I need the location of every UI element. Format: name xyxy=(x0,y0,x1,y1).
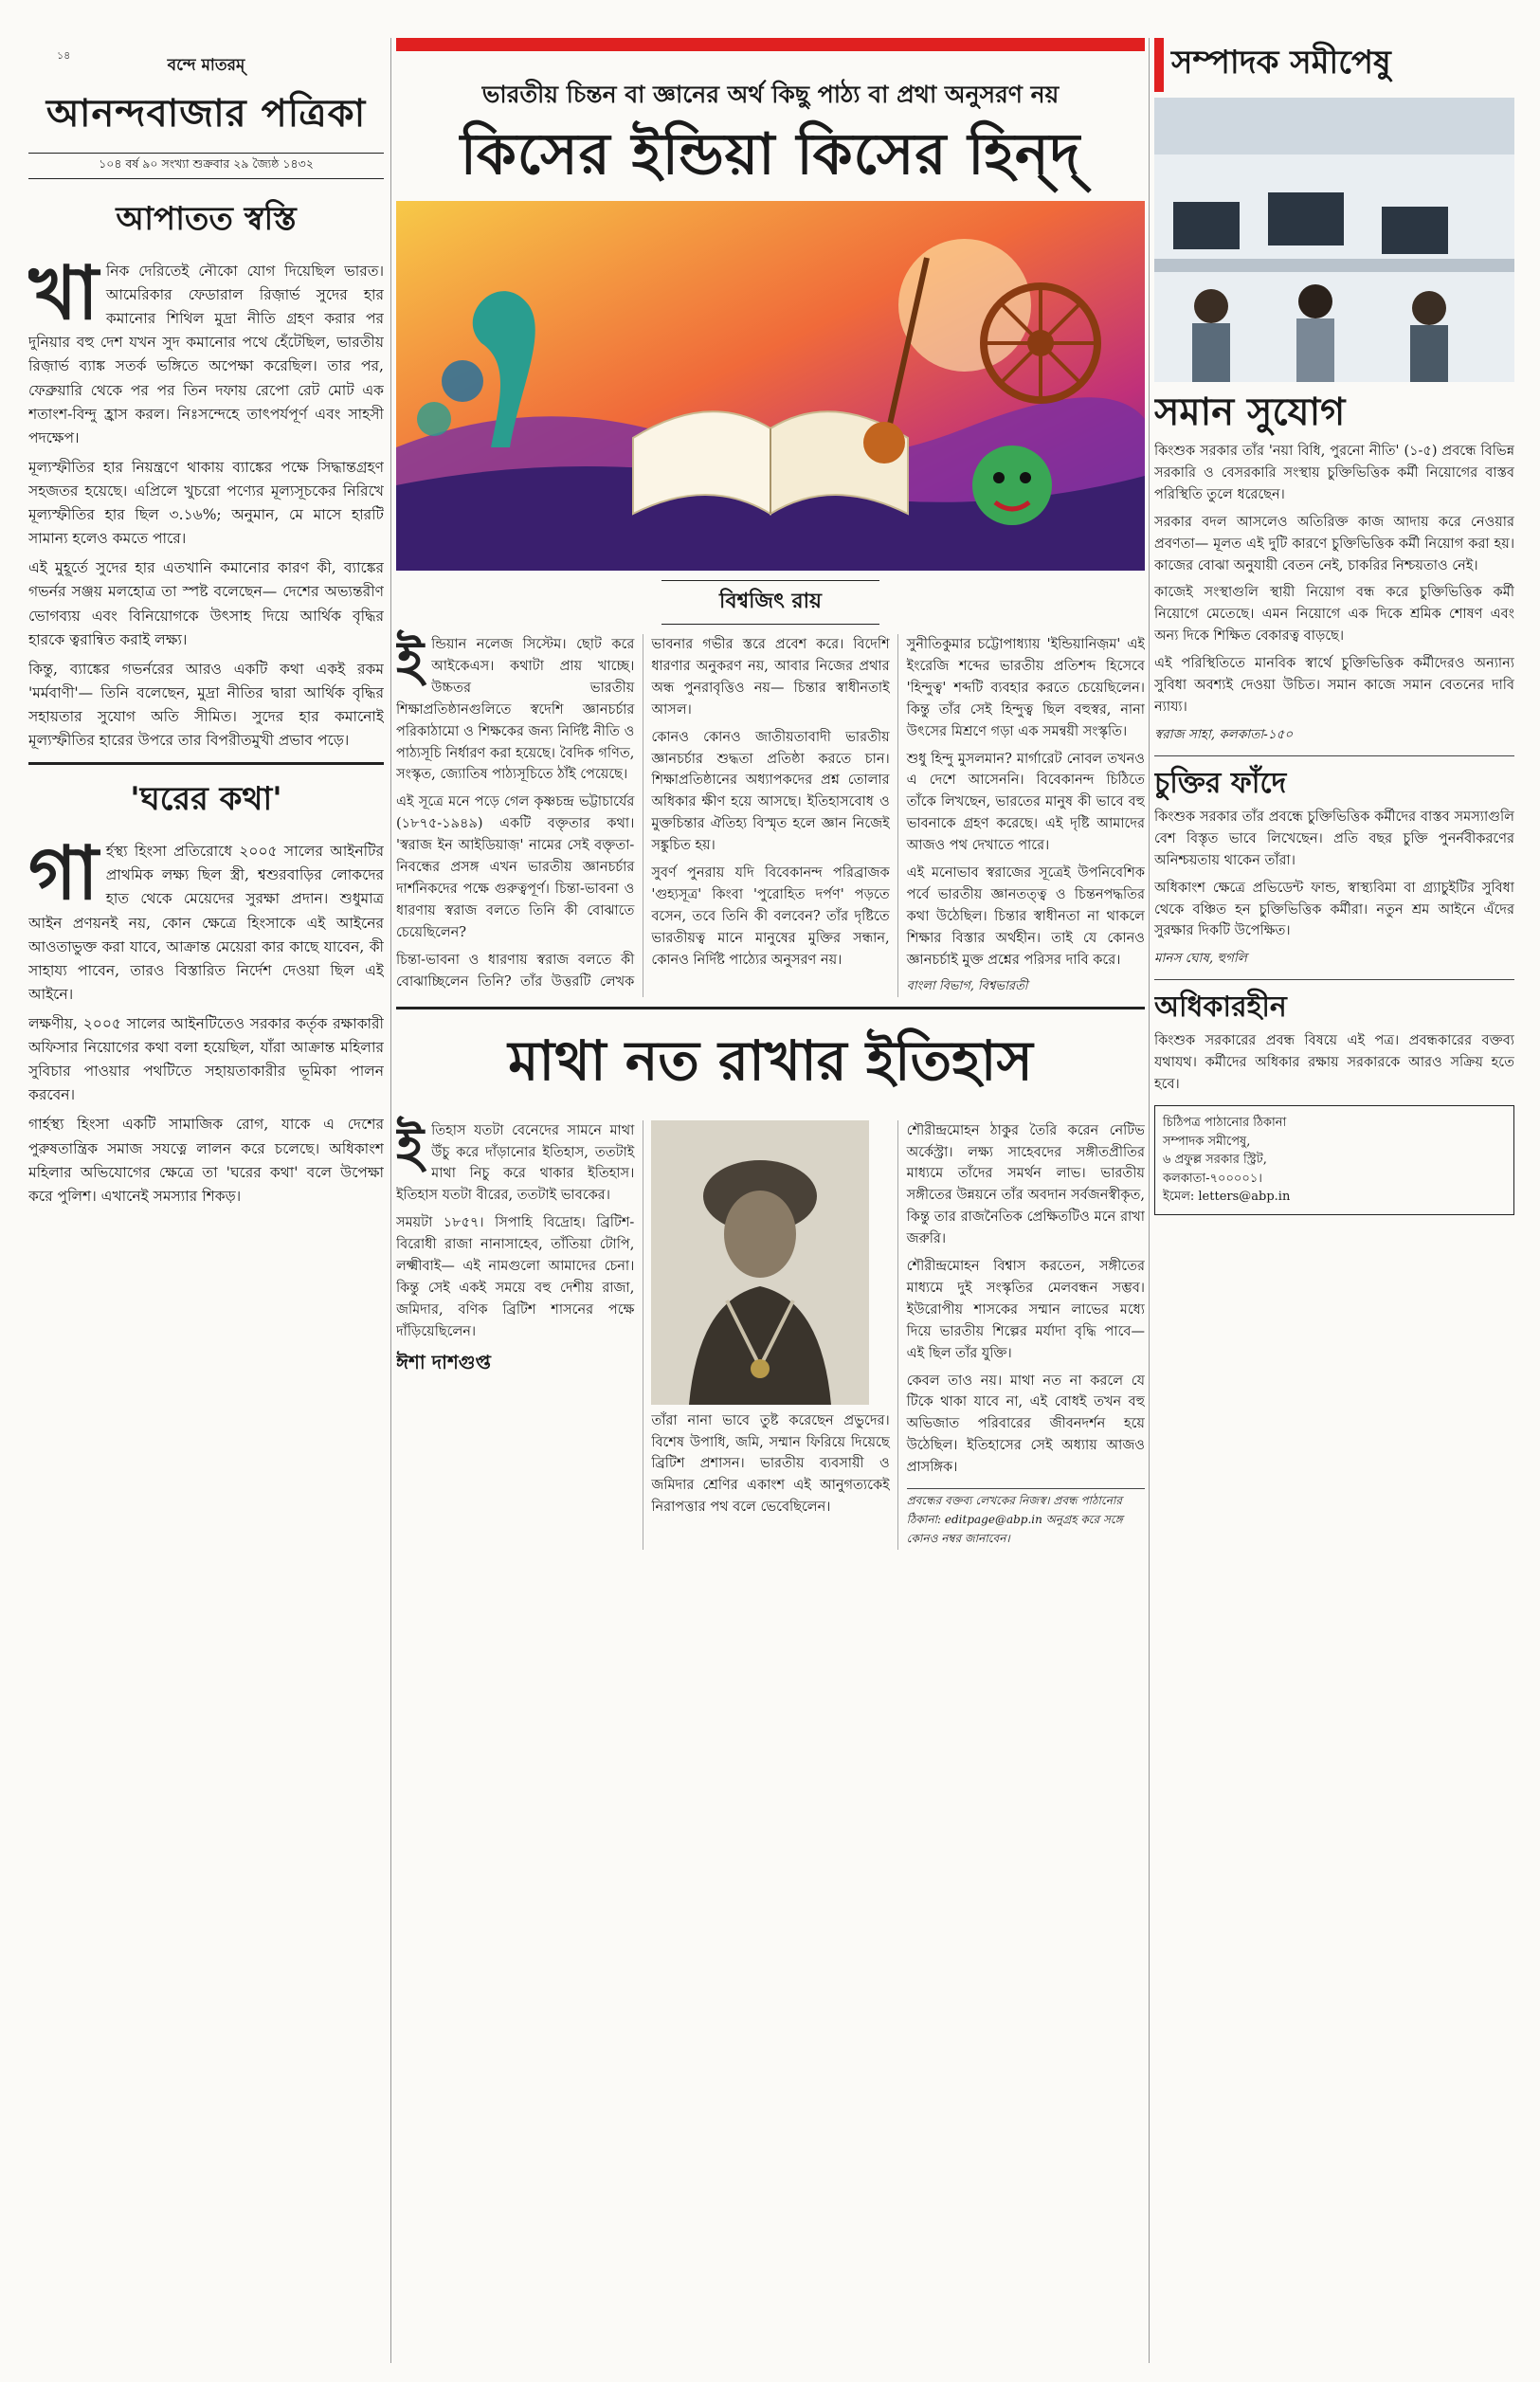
article-paragraph: এই মনোভাব স্বরাজের সূত্রেই উপনিবেশিক পর্বে ভারতীয় জ্ঞানতত্ত্ব ও চিন্তনপদ্ধতির কথা উঠেছিল। চিন্তার স্বাধীনতা না থাকলে শিক্ষার বিস্তার অর্থহীন। তাই যে কোনও জ্ঞানচর্চাই মুক্ত প্রশ্নের পরিসর দাবি করে। xyxy=(906,865,1145,968)
contact-line: কলকাতা-৭০০০০১। xyxy=(1163,1171,1262,1186)
historical-portrait xyxy=(651,1120,869,1405)
editorial-2-paragraph: গার্হস্থ্য হিংসা প্রতিরোধে ২০০৫ সালের আইনটির প্রাথমিক লক্ষ্য ছিল স্ত্রী, শ্বশুরবাড়ির লোকদের হাত থেকে মেয়েদের সুরক্ষা প্রদান। শুধুমাত্র আইন প্রণয়নই নয়, কোন ক্ষেত্রে হিংসাকে এই আইনের আওতাভুক্ত করা যাবে, আক্রান্ত মেয়েরা কার কাছে যাবেন, কী সাহায্য পাবেন, তারও বিস্তারিত নির্দেশ দেওয়া ছিল এই আইনে। xyxy=(28,830,384,1003)
letter-1-paragraph: কিংশুক সরকার তাঁর 'নয়া বিধি, পুরনো নীতি' (১-৫) প্রবন্ধে বিভিন্ন সরকারি ও বেসরকারি সংস্থায় চুক্তিভিত্তিক কর্মী নিয়োগের বাস্তব পরিস্থিতি তুলে ধরেছেন। xyxy=(1154,444,1514,502)
letter-1-title: সমান সুযোগ xyxy=(1154,390,1346,434)
letter-1-paragraph: কাজেই সংস্থাগুলি স্থায়ী নিয়োগ বন্ধ করে চুক্তিভিত্তিক কর্মী নিয়োগে মেতেছে। এমন নিয়োগে এক দিকে শ্রমিক শোষণ এবং অন্য দিকে শিক্ষিত বেকারত্ব বাড়ছে। xyxy=(1154,585,1514,645)
article-paragraph: সুবর্ণ পুনরায় যদি বিবেকানন্দ পরিব্রাজক 'গুহ্যসূত্র' কিংবা 'পুরোহিত দর্পণ' পড়তে বসেন, তবে তিনি কী বলবেন? তাঁর দৃষ্টিতে ভারতীয়ত্ব মানে মানুষের মুক্তির সন্ধান, কোনও নির্দিষ্ট পাঠ্যের অনুসরণ নয়। xyxy=(651,865,890,968)
divider xyxy=(1154,755,1514,756)
masthead-motto: বন্দে মাতরম্ xyxy=(167,56,245,75)
editorial-1-paragraph: মূল্যস্ফীতির হার নিয়ন্ত্রণে থাকায় ব্যাঙ্কের পক্ষে সিদ্ধান্তগ্রহণ সহজতর হয়েছে। এপ্রিলে খুচরো পণ্যের মূল্যসূচকের নিরিখে মূল্যস্ফীতির হার ছিল ৩.১৬%; অনুমান, মে মাসে হারটি সামান্য হলেও কমতে পারে। xyxy=(28,458,384,548)
editorial-1-title: আপাতত স্বস্তি xyxy=(116,200,297,238)
kathakali-face-icon xyxy=(972,445,1052,525)
article-headline: কিসের ইন্ডিয়া কিসের হিন্দ্ xyxy=(460,121,1081,188)
letter-3-paragraph: কিংশুক সরকারের প্রবন্ধ বিষয়ে এই পত্র। প্রবন্ধকারের বক্তব্য যথাযথ। কর্মীদের অধিকার রক্ষায় সরকারকে আরও সক্রিয় হতে হবে। xyxy=(1154,1033,1514,1093)
center-column xyxy=(396,38,1145,2363)
left-column xyxy=(28,38,384,2363)
letter-2 xyxy=(1154,768,1514,970)
editorial-2-title: 'ঘরের কথা' xyxy=(130,780,282,819)
letters-contact-box xyxy=(1154,1105,1514,1215)
dropcap: ই xyxy=(396,1115,425,1178)
article-2-paragraph: শৌরীন্দ্রমোহন ঠাকুর তৈরি করেন নেটিভ অর্কেস্ট্রা। লক্ষ্য সাহেবদের সঙ্গীতপ্রীতির মাধ্যমে তাঁদের সমর্থন লাভ। ভারতীয় সঙ্গীতের উন্নয়নে তাঁর অবদান সর্বজনস্বীকৃত, কিন্তু তার রাজনৈতিক প্রেক্ষিতটিও মনে রাখা জরুরি। xyxy=(906,1122,1145,1247)
editorial-1-paragraph: এই মুহূর্তে সুদের হার এতখানি কমানোর কারণ কী, ব্যাঙ্কের গভর্নর সঞ্জয় মলহোত্র তা স্পষ্ট বলেছেন— দেশের অভ্যন্তরীণ ভোগব্যয় এবং বিনিয়োগকে উৎসাহ দিয়ে আর্থিক বৃদ্ধির হারকে ত্বরান্বিত করাই লক্ষ্য। xyxy=(28,559,384,648)
letter-1-paragraph: সরকার বদল আসলেও অতিরিক্ত কাজ আদায় করে নেওয়ার প্রবণতা— মূলত এই দুটি কারণে চুক্তিভিত্তিক কর্মী নিয়োগ করা হয়। কাজের বোঝা অনুযায়ী বেতন নেই, চাকরির নিশ্চয়তাও নেই। xyxy=(1154,514,1514,573)
article-2-headline: মাথা নত রাখার ইতিহাস xyxy=(508,1027,1033,1093)
red-bar xyxy=(396,38,1145,51)
contact-line: ৬ প্রফুল্ল সরকার স্ট্রিট, xyxy=(1163,1153,1267,1168)
column-rule xyxy=(390,38,391,2363)
divider xyxy=(396,1007,1145,1009)
letter-1-paragraph: এই পরিস্থিতিতে মানবিক স্বার্থে চুক্তিভিত্তিক কর্মীদেরও অন্যান্য সুবিধা অবশ্যই দেওয়া উচিত। সমান কাজে সমান বেতনের দাবি ন্যায্য। xyxy=(1154,656,1514,715)
article-paragraph: চিন্তা-ভাবনা ও ধারণায় স্বরাজ বলতে কী বোঝাচ্ছিলেন তিনি? তাঁর উত্তরটি লেখক ভাবনার গভীর স্তরে প্রবেশ করে। বিদেশি ধারণার অনুকরণ নয়, আবার নিজের প্রথার অন্ধ পুনরাবৃত্তিও নয়— চিন্তার স্বাধীনতাই আসল। xyxy=(396,637,890,990)
letters-section-title: সম্পাদক সমীপেষু xyxy=(1154,38,1514,92)
author-affiliation: বাংলা বিভাগ, বিশ্বভারতী xyxy=(906,978,1028,993)
article-paragraph: ইন্ডিয়ান নলেজ সিস্টেম। ছোট করে আইকেএস। কথাটা প্রায় খাচ্ছে। উচ্চতর ভারতীয় শিক্ষাপ্রতিষ্ঠানগুলিতে স্বদেশি জ্ঞানচর্চার পরিকাঠামো ও শিক্ষকের জন্য নির্দিষ্ট নীতি ও পাঠ্যসূচি নির্ধারণ করা হয়েছে। বৈদিক গণিত, সংস্কৃত, জ্যোতিষ পাঠ্যসূচিতে ঠাঁই পেয়েছে। xyxy=(396,629,635,783)
letter-2-title: চুক্তির ফাঁদে xyxy=(1154,766,1287,800)
article-body xyxy=(396,629,1145,997)
column-rule xyxy=(1149,38,1150,2363)
letter-3-title: অধিকারহীন xyxy=(1154,991,1287,1025)
page-number: ১৪ xyxy=(57,49,71,62)
contact-line: চিঠিপত্র পাঠানোর ঠিকানা xyxy=(1163,1116,1287,1131)
office-workers-photo xyxy=(1154,98,1514,382)
article-2-paragraph: শৌরীন্দ্রমোহন বিশ্বাস করতেন, সঙ্গীতের মাধ্যমে দুই সংস্কৃতির মেলবন্ধন সম্ভব। ইউরোপীয় শাসকের সম্মান লাভের মধ্যে দিয়ে ভারতীয় শিল্পের মর্যাদা বৃদ্ধি পাবে— এই ছিল তাঁর যুক্তি। xyxy=(906,1259,1145,1361)
divider xyxy=(28,762,384,765)
editorial-2-paragraph: লক্ষণীয়, ২০০৫ সালের আইনটিতেও সরকার কর্তৃক রক্ষাকারী অফিসার নিয়োগের কথা বলা হয়েছিল, যাঁরা আক্রান্ত মহিলার সুবিচার পাওয়ার পথটিতে সহায়তাকারীর ভূমিকা পালন করবেন। xyxy=(28,1014,384,1104)
article-paragraph: সুনীতিকুমার চট্টোপাধ্যায় 'ইন্ডিয়ানিজ়ম' এই ইংরেজি শব্দের ভারতীয় প্রতিশব্দ হিসেবে 'হিন্দুত্ব' শব্দটি ব্যবহার করতে চেয়েছিলেন। কিন্তু তাঁর সেই হিন্দুত্ব ছিল বহুস্বর, নানা উৎসের মিশ্রণে গড়া এক সমন্বয়ী সংস্কৃতি। xyxy=(906,637,1145,739)
chariot-wheel-icon xyxy=(984,286,1097,400)
letter-2-signature: মানস ঘোষ, হুগলি xyxy=(1154,951,1247,967)
contact-email[interactable]: ইমেল: letters@abp.in xyxy=(1163,1190,1291,1205)
issue-line: ১০৪ বর্ষ ৯০ সংখ্যা শুক্রবার ২৯ জ্যৈষ্ঠ ১৪৩২ xyxy=(28,153,384,179)
dropcap: খা xyxy=(28,250,99,336)
article-paragraph: কোনও কোনও জাতীয়তাবাদী ভারতীয় জ্ঞানচর্চার শুদ্ধতা প্রতিষ্ঠা করতে চান। শিক্ষাপ্রতিষ্ঠানের অধ্যাপকদের প্রশ্ন তোলার অধিকার ক্ষীণ হয়ে আসছে। ইতিহাসবোধ ও মুক্তচিন্তার ঐতিহ্য বিস্মৃত হলে জ্ঞান নিজেই সঙ্কুচিত হয়। xyxy=(651,729,890,854)
masthead-title: আনন্দবাজার পত্রিকা xyxy=(45,91,367,136)
article-2-paragraph: ইতিহাস যতটা বেনেদের সামনে মাথা উঁচু করে দাঁড়ানোর ইতিহাস, ততটাই মাথা নিচু করে থাকার ইতিহাস। ইতিহাস যতটা বীরের, ততটাই ভাবকের। xyxy=(396,1115,635,1204)
letter-2-paragraph: অধিকাংশ ক্ষেত্রে প্রভিডেন্ট ফান্ড, স্বাস্থ্যবিমা বা গ্র্যাচুইটির সুবিধা থেকে বঞ্চিত হন চুক্তিভিত্তিক কর্মীরা। নতুন শ্রম আইনে এঁদের সুরক্ষার দিকটি উপেক্ষিত। xyxy=(1154,880,1514,939)
article-2-paragraph: সময়টা ১৮৫৭। সিপাহি বিদ্রোহ। ব্রিটিশ-বিরোধী রাজা নানাসাহেব, তাঁতিয়া টোপি, লক্ষ্মীবাই— এই নামগুলো আমাদের চেনা। কিন্তু সেই একই সময়ে বহু দেশীয় রাজা, জমিদার, বণিক ব্রিটিশ শাসনের পক্ষে দাঁড়িয়েছিলেন। xyxy=(396,1215,635,1339)
article-paragraph: এই সূত্রে মনে পড়ে গেল কৃষ্ণচন্দ্র ভট্টাচার্যের (১৮৭৫-১৯৪৯) একটি বক্তৃতার কথা। 'স্বরাজ ইন আইডিয়াজ়' নামের সেই বক্তৃতা-নিবন্ধের প্রসঙ্গ এখন ভারতীয় জ্ঞানচর্চার দার্শনিকদের পক্ষে গুরুত্বপূর্ণ। চিন্তা-ভাবনা ও ধারণায় স্বরাজ বলতে তিনি কী বোঝাতে চেয়েছিলেন? xyxy=(396,794,635,940)
editorial-1-paragraph: খানিক দেরিতেই নৌকো যোগ দিয়েছিল ভারত। আমেরিকার ফেডারাল রিজ়ার্ভ সুদের হার কমানোর শিথিল মুদ্রা নীতি গ্রহণ করার পর দুনিয়ার বহু দেশ যখন সুদ কমানোর পথে হেঁটেছিল, ভারতীয় রিজ়ার্ভ ব্যাঙ্ক সতর্ক ভঙ্গিতে অপেক্ষা করেছিল। তার পর, ফেব্রুয়ারি থেকে পর পর তিন দফায় রেপো রেট মোট এক শতাংশ-বিন্দু হ্রাস করল। নিঃসন্দেহে তাৎপর্যপূর্ণ এবং সাহসী পদক্ষেপ। xyxy=(28,250,384,446)
dropcap: ই xyxy=(396,629,425,692)
article-paragraph: শুধু হিন্দু মুসলমান? মার্গারেট নোবল তখনও এ দেশে আসেননি। বিবেকানন্দ চিঠিতে তাঁকে লিখছেন, ভারতের মানুষ কী ভাবে বহু ভাবনাকে গ্রহণ করেছে। এই দৃষ্টি আমাদের আজও পথ দেখাতে পারে। xyxy=(906,751,1145,854)
article-2-body xyxy=(396,1115,1145,1551)
editorial-2-paragraph: গার্হস্থ্য হিংসা একটি সামাজিক রোগ, যাকে এ দেশের পুরুষতান্ত্রিক সমাজ সযত্নে লালন করে চলেছে। অধিকাংশ মহিলার অভিযোগের ক্ষেত্রে তা 'ঘরের কথা' বলে উপেক্ষা করে পুলিশ। এখানেই সমস্যার শিকড়। xyxy=(28,1116,384,1205)
editorial-1 xyxy=(28,194,384,753)
dropcap: গা xyxy=(28,830,99,918)
india-culture-illustration xyxy=(396,201,1145,571)
letter-3 xyxy=(1154,991,1514,1096)
editorial-2 xyxy=(28,774,384,1209)
article-2-paragraph: তাঁরা নানা ভাবে তুষ্ট করেছেন প্রভুদের। বিশেষ উপাধি, জমি, সম্মান ফিরিয়ে দিয়েছে ব্রিটিশ প্রশাসন। ভারতীয় ব্যবসায়ী ও জমিদার শ্রেণির একাংশ এই আনুগত্যকেই নিরাপত্তার পথ বলে ভেবেছিলেন। xyxy=(651,1412,890,1516)
article-2-author: ঈশা দাশগুপ্ত xyxy=(396,1350,491,1373)
right-column xyxy=(1154,38,1514,2363)
article-footnote: প্রবন্ধের বক্তব্য লেখকের নিজস্ব। প্রবন্ধ পাঠানোর ঠিকানা: editpage@abp.in অনুগ্রহ করে সঙ্গে কোনও নম্বর জানাবেন। xyxy=(907,1488,1145,1550)
article-2-paragraph: কেবল তাও নয়। মাথা নত না করলে যে টিকে থাকা যাবে না, এই বোধই তখন বহু অভিজাত পরিবারের জীবনদর্শন হয়ে উঠেছিল। ইতিহাসের সেই অধ্যায় আজও প্রাসঙ্গিক। xyxy=(906,1373,1145,1476)
editorial-1-paragraph: কিন্তু, ব্যাঙ্কের গভর্নরের আরও একটি কথা একই রকম 'মর্মবাণী'— তিনি বলেছেন, মুদ্রা নীতির দ্বারা আর্থিক বৃদ্ধির সহায়তার সুযোগ অতি সীমিত। সুদের হার কমানোই মূল্যস্ফীতির হারের উপরে তার বিপরীতমুখী প্রভাব পড়ে। xyxy=(28,660,384,750)
letter-1-signature: স্বরাজ সাহা, কলকাতা-১৫০ xyxy=(1154,726,1294,742)
contact-line: সম্পাদক সমীপেষু, xyxy=(1163,1134,1251,1149)
letter-2-paragraph: কিংশুক সরকার তাঁর প্রবন্ধে চুক্তিভিত্তিক কর্মীদের বাস্তব সমস্যাগুলি বেশ বিস্তৃত ভাবে লিখেছেন। প্রতি বছর চুক্তি পুনর্নবীকরণের অনিশ্চয়তায় থাকেন তাঁরা। xyxy=(1154,809,1514,868)
article-kicker: ভারতীয় চিন্তন বা জ্ঞানের অর্থ কিছু পাঠ্য বা প্রথা অনুসরণ নয় xyxy=(481,81,1060,108)
letter-1 xyxy=(1154,391,1514,746)
divider xyxy=(1154,979,1514,980)
article-byline: বিশ্বজিৎ রায় xyxy=(661,580,879,625)
